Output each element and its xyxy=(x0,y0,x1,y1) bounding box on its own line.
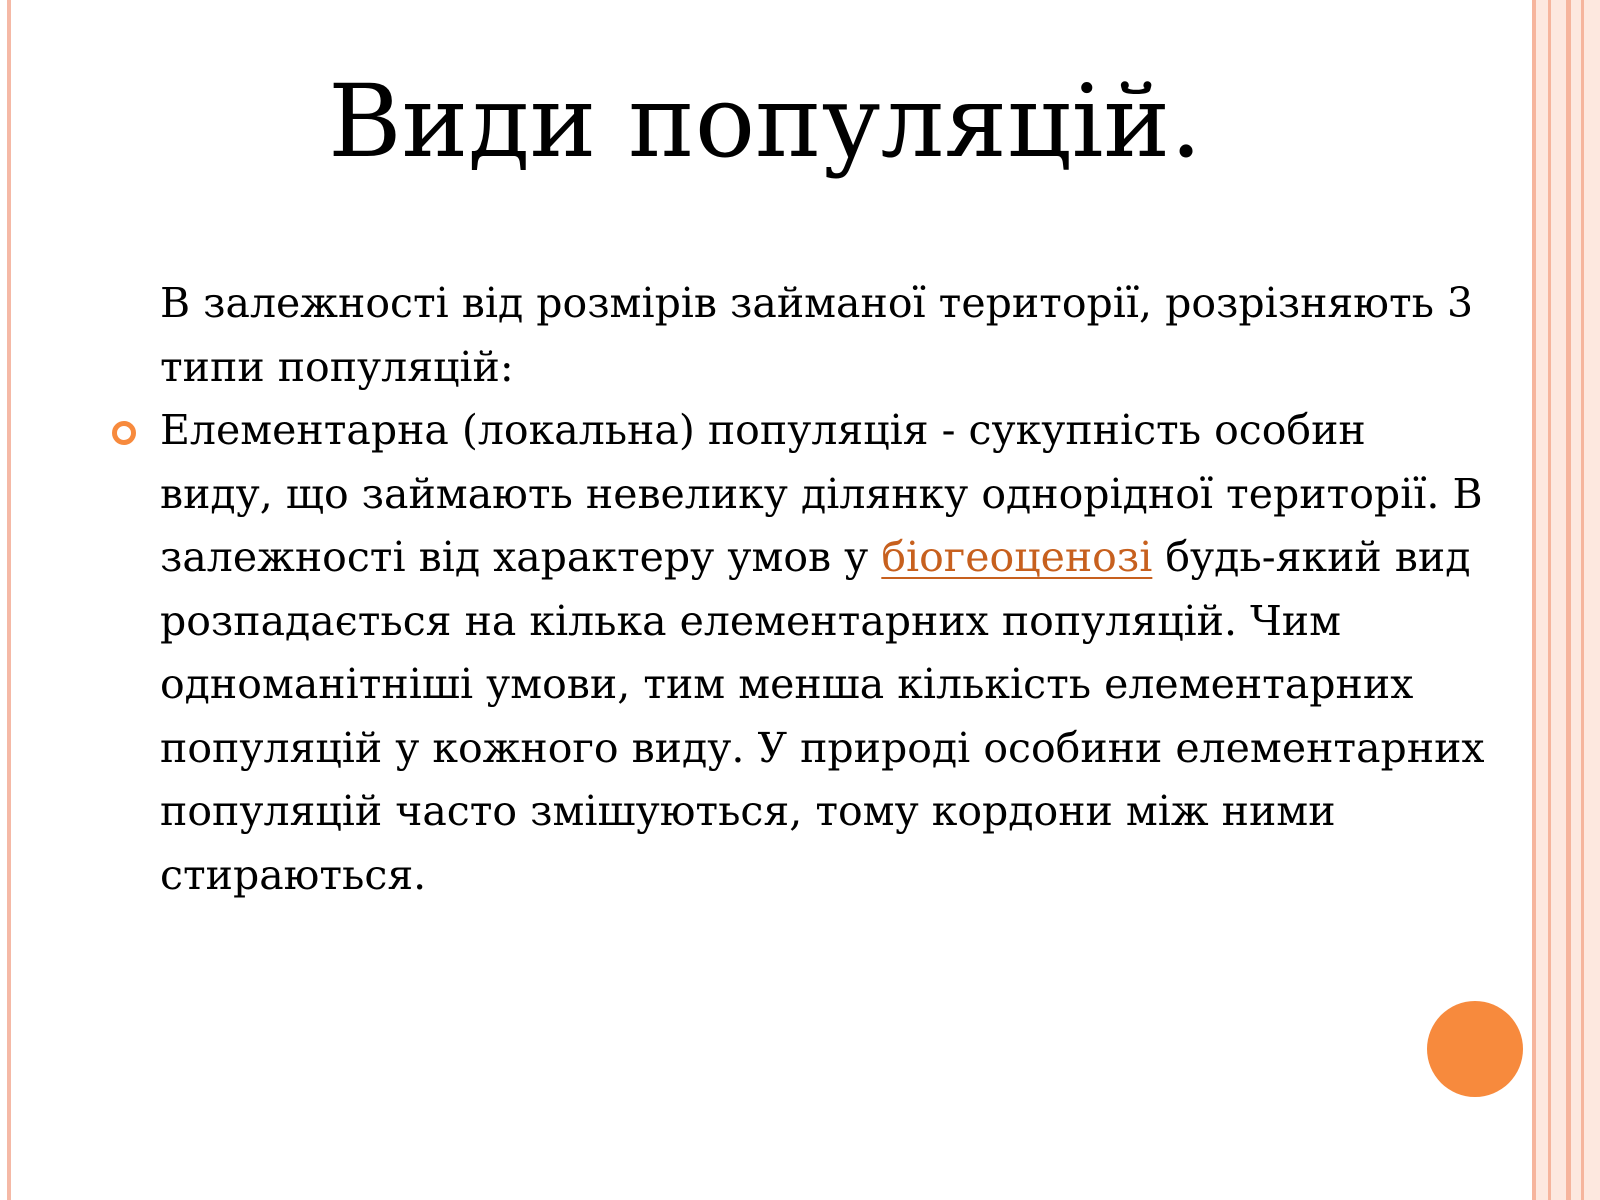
right-border-line xyxy=(1548,0,1551,1200)
slide-title: Види популяцій. xyxy=(328,63,1202,180)
hollow-circle-bullet-icon xyxy=(112,421,136,445)
bullet-item xyxy=(160,399,1490,907)
intro-paragraph: В залежності від розмірів займаної території, розрізняють 3 типи популяцій: xyxy=(160,279,1474,391)
right-border-line xyxy=(1532,0,1536,1200)
orange-circle-icon xyxy=(1427,1001,1523,1097)
bullet-text-before: Елементарна (локальна) популяція - сукупність особин виду, що займають невелику ділянку однорідної території. В залежності від характеру умов у xyxy=(160,406,1483,581)
right-border-line xyxy=(1566,0,1571,1200)
bullet-text-after: будь-який вид розпадається на кілька елементарних популяцій. Чим одноманітніші умови, тим менша кількість елементарних популяцій у кожного виду. У природі особини елементарних популяцій часто змішуються, тому кордони між ними стираються. xyxy=(160,533,1485,899)
right-border-line xyxy=(1581,0,1584,1200)
biogeocenosis-link[interactable]: біогеоценозі xyxy=(881,533,1153,581)
slide-body xyxy=(160,272,1490,907)
